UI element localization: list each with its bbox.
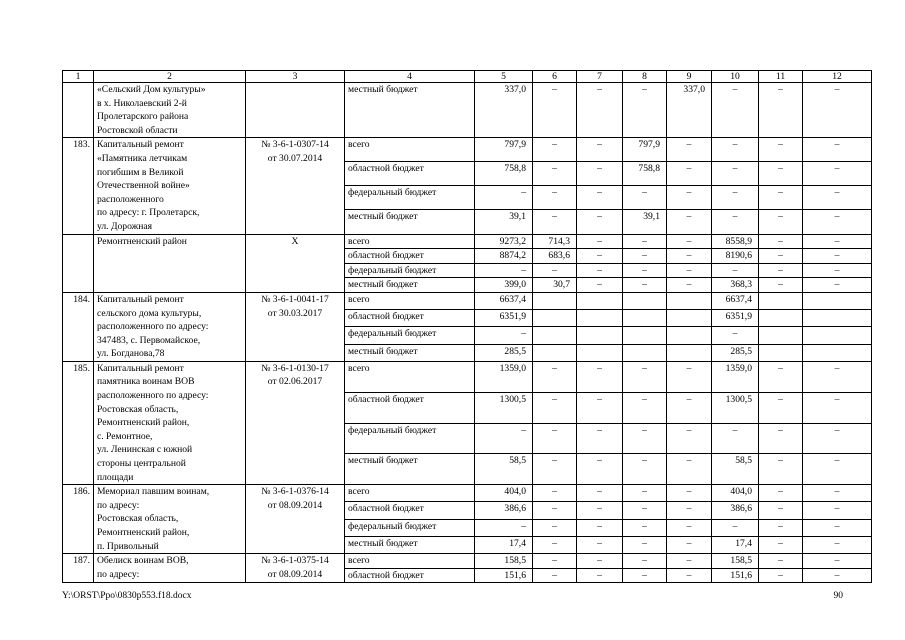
table-row — [63, 554, 872, 569]
funding-source: федеральный бюджет — [345, 423, 475, 454]
value-cell: – — [667, 485, 712, 502]
value-cell: – — [667, 502, 712, 519]
value-cell: – — [759, 502, 803, 519]
column-header: 3 — [246, 71, 345, 83]
value-cell: – — [623, 554, 667, 569]
value-cell: – — [667, 186, 712, 210]
value-cell: – — [667, 210, 712, 234]
value-cell: – — [667, 568, 712, 583]
value-cell: – — [712, 263, 759, 278]
row-number — [63, 83, 94, 138]
value-cell: – — [803, 263, 872, 278]
value-cell: 1359,0 — [475, 361, 533, 392]
value-cell: – — [577, 502, 623, 519]
value-cell: – — [533, 519, 577, 536]
value-cell: 285,5 — [712, 344, 759, 361]
value-cell: – — [667, 234, 712, 249]
funding-source: областной бюджет — [345, 568, 475, 583]
value-cell: 404,0 — [712, 485, 759, 502]
value-cell — [667, 344, 712, 361]
value-cell — [667, 327, 712, 344]
document-ref — [246, 83, 345, 138]
value-cell: 30,7 — [533, 278, 577, 293]
value-cell: 58,5 — [475, 454, 533, 485]
value-cell: 158,5 — [475, 554, 533, 569]
value-cell: – — [577, 138, 623, 162]
funding-source: всего — [345, 138, 475, 162]
budget-table — [62, 70, 872, 583]
value-cell: – — [577, 536, 623, 553]
value-cell: – — [667, 162, 712, 186]
value-cell: – — [667, 454, 712, 485]
value-cell — [577, 327, 623, 344]
value-cell — [623, 310, 667, 327]
value-cell: – — [759, 83, 803, 138]
column-header: 7 — [577, 71, 623, 83]
value-cell: 6637,4 — [475, 292, 533, 309]
value-cell: – — [759, 234, 803, 249]
table-row — [63, 485, 872, 502]
value-cell: – — [667, 423, 712, 454]
value-cell: – — [475, 186, 533, 210]
value-cell — [759, 310, 803, 327]
value-cell: 797,9 — [623, 138, 667, 162]
footer-file-path: Y:\ORST\Ppo\0830p553.f18.docx — [62, 591, 192, 601]
value-cell: 8558,9 — [712, 234, 759, 249]
value-cell — [533, 292, 577, 309]
value-cell: – — [475, 327, 533, 344]
value-cell — [667, 310, 712, 327]
table-row — [63, 83, 872, 138]
row-number: 186. — [63, 485, 94, 554]
value-cell: – — [577, 568, 623, 583]
value-cell: – — [623, 263, 667, 278]
funding-source: всего — [345, 234, 475, 249]
value-cell: – — [759, 568, 803, 583]
table-row — [63, 138, 872, 162]
value-cell: – — [533, 210, 577, 234]
value-cell: – — [712, 186, 759, 210]
value-cell: – — [667, 554, 712, 569]
funding-source: областной бюджет — [345, 162, 475, 186]
value-cell: – — [803, 454, 872, 485]
value-cell: – — [803, 519, 872, 536]
row-number — [63, 234, 94, 292]
value-cell — [803, 310, 872, 327]
value-cell: – — [667, 536, 712, 553]
value-cell — [759, 292, 803, 309]
table-row — [63, 292, 872, 309]
value-cell: – — [533, 186, 577, 210]
value-cell: – — [759, 536, 803, 553]
value-cell — [667, 292, 712, 309]
document-ref: № 3-6-1-0130-17 от 02.06.2017 — [246, 361, 345, 484]
value-cell: 797,9 — [475, 138, 533, 162]
value-cell: – — [623, 423, 667, 454]
value-cell: – — [577, 392, 623, 423]
value-cell: – — [667, 361, 712, 392]
value-cell: – — [623, 234, 667, 249]
funding-source: всего — [345, 361, 475, 392]
value-cell: – — [803, 162, 872, 186]
value-cell: – — [712, 138, 759, 162]
value-cell: 337,0 — [475, 83, 533, 138]
value-cell: – — [577, 554, 623, 569]
value-cell: – — [667, 278, 712, 293]
value-cell: – — [759, 186, 803, 210]
row-number: 187. — [63, 554, 94, 583]
value-cell: – — [577, 361, 623, 392]
value-cell: – — [577, 423, 623, 454]
value-cell: – — [577, 278, 623, 293]
value-cell: – — [803, 554, 872, 569]
funding-source: местный бюджет — [345, 454, 475, 485]
value-cell: – — [667, 138, 712, 162]
value-cell: – — [577, 249, 623, 264]
column-header: 5 — [475, 71, 533, 83]
funding-source: федеральный бюджет — [345, 186, 475, 210]
value-cell: – — [803, 392, 872, 423]
value-cell: 151,6 — [475, 568, 533, 583]
value-cell: – — [475, 263, 533, 278]
value-cell: 1359,0 — [712, 361, 759, 392]
value-cell: – — [712, 83, 759, 138]
value-cell: – — [577, 210, 623, 234]
value-cell: – — [577, 83, 623, 138]
row-number: 185. — [63, 361, 94, 484]
document-ref: № 3-6-1-0041-17 от 30.03.2017 — [246, 292, 345, 361]
value-cell: 158,5 — [712, 554, 759, 569]
funding-source: местный бюджет — [345, 536, 475, 553]
value-cell: – — [759, 162, 803, 186]
value-cell: – — [623, 83, 667, 138]
value-cell — [759, 344, 803, 361]
value-cell: – — [803, 536, 872, 553]
value-cell: – — [803, 485, 872, 502]
value-cell: – — [803, 278, 872, 293]
value-cell — [803, 344, 872, 361]
value-cell: 9273,2 — [475, 234, 533, 249]
value-cell — [577, 292, 623, 309]
funding-source: местный бюджет — [345, 278, 475, 293]
funding-source: местный бюджет — [345, 344, 475, 361]
value-cell: – — [533, 423, 577, 454]
value-cell: – — [712, 210, 759, 234]
value-cell: – — [803, 83, 872, 138]
funding-source: местный бюджет — [345, 83, 475, 138]
value-cell: – — [803, 568, 872, 583]
value-cell: – — [759, 361, 803, 392]
value-cell: 368,3 — [712, 278, 759, 293]
document-ref: № 3-6-1-0375-14 от 08.09.2014 — [246, 554, 345, 583]
value-cell: – — [759, 210, 803, 234]
column-header: 12 — [803, 71, 872, 83]
value-cell: – — [533, 138, 577, 162]
column-header: 2 — [94, 71, 246, 83]
value-cell — [623, 344, 667, 361]
object-name: Капитальный ремонт сельского дома культуры, расположенного по адресу: 347483, с. Первомайское, ул. Богданова,78 — [94, 292, 246, 361]
value-cell: 285,5 — [475, 344, 533, 361]
value-cell: 8190,6 — [712, 249, 759, 264]
value-cell: – — [577, 162, 623, 186]
value-cell: – — [577, 263, 623, 278]
column-header: 8 — [623, 71, 667, 83]
value-cell: 399,0 — [475, 278, 533, 293]
value-cell: – — [623, 454, 667, 485]
value-cell: – — [803, 361, 872, 392]
value-cell: – — [577, 186, 623, 210]
value-cell: – — [533, 568, 577, 583]
value-cell: – — [759, 454, 803, 485]
funding-source: федеральный бюджет — [345, 519, 475, 536]
value-cell: – — [533, 83, 577, 138]
value-cell: – — [533, 263, 577, 278]
value-cell — [759, 327, 803, 344]
object-name: Мемориал павшим воинам, по адресу: Ростовская область, Ремонтненский район, п. Привольный — [94, 485, 246, 554]
funding-source: всего — [345, 554, 475, 569]
value-cell: – — [623, 502, 667, 519]
value-cell: 386,6 — [712, 502, 759, 519]
value-cell: – — [667, 249, 712, 264]
value-cell: – — [803, 423, 872, 454]
value-cell: – — [533, 162, 577, 186]
funding-source: федеральный бюджет — [345, 327, 475, 344]
value-cell: 39,1 — [623, 210, 667, 234]
value-cell: 404,0 — [475, 485, 533, 502]
value-cell: 6351,9 — [475, 310, 533, 327]
column-header: 4 — [345, 71, 475, 83]
value-cell: 683,6 — [533, 249, 577, 264]
object-name: Капитальный ремонт «Памятника летчикам погибшим в Великой Отечественной войне» расположенного по адресу: г. Пролетарск, ул. Дорожная — [94, 138, 246, 234]
value-cell: – — [759, 249, 803, 264]
value-cell: 1300,5 — [475, 392, 533, 423]
column-header: 1 — [63, 71, 94, 83]
value-cell — [623, 327, 667, 344]
value-cell: – — [759, 485, 803, 502]
value-cell: – — [533, 554, 577, 569]
value-cell: 8874,2 — [475, 249, 533, 264]
value-cell — [533, 327, 577, 344]
value-cell: 758,8 — [475, 162, 533, 186]
value-cell — [577, 344, 623, 361]
value-cell: – — [667, 263, 712, 278]
value-cell: – — [803, 249, 872, 264]
value-cell: – — [577, 454, 623, 485]
value-cell: – — [475, 519, 533, 536]
value-cell: – — [759, 519, 803, 536]
value-cell: – — [803, 234, 872, 249]
value-cell: 386,6 — [475, 502, 533, 519]
value-cell: 151,6 — [712, 568, 759, 583]
object-name: «Сельский Дом культуры» в х. Николаевский 2-й Пролетарского района Ростовской области — [94, 83, 246, 138]
value-cell: – — [803, 210, 872, 234]
value-cell: 6351,9 — [712, 310, 759, 327]
value-cell: – — [623, 186, 667, 210]
value-cell: – — [623, 536, 667, 553]
value-cell: – — [667, 392, 712, 423]
value-cell: – — [577, 485, 623, 502]
header-row — [63, 71, 872, 83]
table-row — [63, 234, 872, 249]
value-cell: – — [803, 186, 872, 210]
value-cell: – — [712, 162, 759, 186]
value-cell — [533, 344, 577, 361]
value-cell — [533, 310, 577, 327]
value-cell: 1300,5 — [712, 392, 759, 423]
funding-source: федеральный бюджет — [345, 263, 475, 278]
value-cell: 58,5 — [712, 454, 759, 485]
value-cell: – — [475, 423, 533, 454]
value-cell: 17,4 — [712, 536, 759, 553]
page-number: 90 — [833, 591, 843, 601]
value-cell: – — [533, 361, 577, 392]
row-number: 183. — [63, 138, 94, 234]
column-header: 6 — [533, 71, 577, 83]
value-cell: – — [623, 519, 667, 536]
value-cell: – — [577, 519, 623, 536]
value-cell: – — [623, 485, 667, 502]
object-name: Обелиск воинам ВОВ, по адресу: — [94, 554, 246, 583]
value-cell: – — [623, 361, 667, 392]
value-cell: – — [623, 278, 667, 293]
value-cell: – — [759, 554, 803, 569]
funding-source: областной бюджет — [345, 249, 475, 264]
value-cell: – — [623, 249, 667, 264]
value-cell: 17,4 — [475, 536, 533, 553]
funding-source: областной бюджет — [345, 310, 475, 327]
value-cell: 6637,4 — [712, 292, 759, 309]
value-cell: – — [759, 263, 803, 278]
value-cell: – — [533, 454, 577, 485]
funding-source: всего — [345, 485, 475, 502]
column-header: 11 — [759, 71, 803, 83]
funding-source: областной бюджет — [345, 502, 475, 519]
object-name: Капитальный ремонт памятника воинам ВОВ расположенного по адресу: Ростовская область, Ремонтненский район, с. Ремонтное, ул. Ленинская с южной стороны центральной площади — [94, 361, 246, 484]
funding-source: областной бюджет — [345, 392, 475, 423]
row-number: 184. — [63, 292, 94, 361]
value-cell — [803, 327, 872, 344]
value-cell: 337,0 — [667, 83, 712, 138]
value-cell: – — [759, 278, 803, 293]
funding-source: всего — [345, 292, 475, 309]
object-name: Ремонтненский район — [94, 234, 246, 292]
value-cell: 714,3 — [533, 234, 577, 249]
value-cell: – — [623, 568, 667, 583]
value-cell: – — [759, 138, 803, 162]
document-ref: № 3-6-1-0376-14 от 08.09.2014 — [246, 485, 345, 554]
document-ref: Х — [246, 234, 345, 292]
value-cell: 758,8 — [623, 162, 667, 186]
value-cell: – — [667, 519, 712, 536]
value-cell: – — [533, 392, 577, 423]
value-cell — [623, 292, 667, 309]
value-cell: – — [533, 536, 577, 553]
value-cell: – — [623, 392, 667, 423]
value-cell: – — [712, 327, 759, 344]
value-cell — [803, 292, 872, 309]
value-cell: – — [712, 519, 759, 536]
column-header: 9 — [667, 71, 712, 83]
table-row — [63, 361, 872, 392]
value-cell: – — [759, 392, 803, 423]
value-cell: – — [803, 138, 872, 162]
value-cell: – — [759, 423, 803, 454]
funding-source: местный бюджет — [345, 210, 475, 234]
document-ref: № 3-6-1-0307-14 от 30.07.2014 — [246, 138, 345, 234]
value-cell: – — [712, 423, 759, 454]
value-cell — [577, 310, 623, 327]
value-cell: – — [803, 502, 872, 519]
value-cell: – — [533, 502, 577, 519]
column-header: 10 — [712, 71, 759, 83]
value-cell: – — [577, 234, 623, 249]
value-cell: 39,1 — [475, 210, 533, 234]
value-cell: – — [533, 485, 577, 502]
